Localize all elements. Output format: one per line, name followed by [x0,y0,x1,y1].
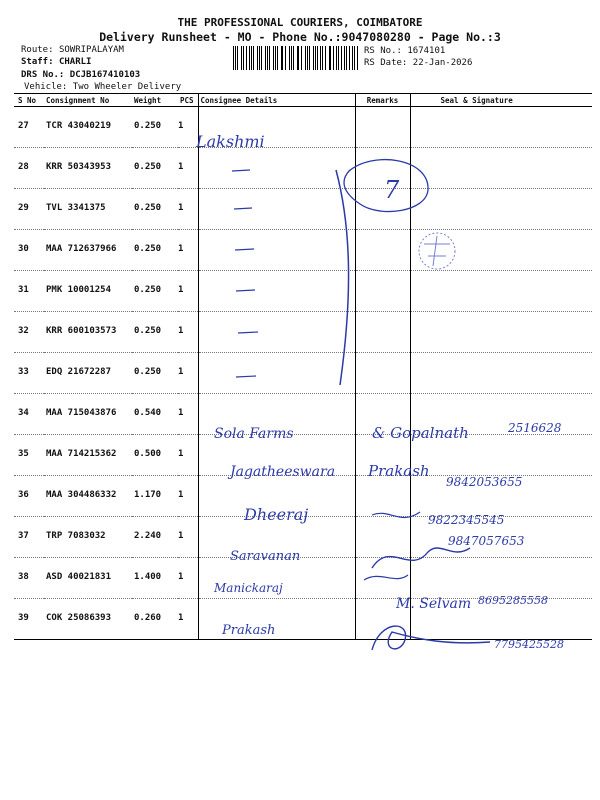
vehicle-label: Vehicle: [24,82,68,92]
cell-sno: 36 [14,476,44,517]
barcode-bar [257,46,258,70]
cell-seal-signature [410,312,592,353]
cell-consignment-no: MAA 715043876 [44,394,132,435]
table-row [14,353,592,394]
cell-consignee [198,517,355,558]
cell-weight: 0.250 [132,353,178,394]
cell-pcs: 1 [178,353,198,394]
barcode-bar [261,46,262,70]
staff-value: CHARLI [58,57,92,67]
cell-remarks [355,599,410,640]
barcode-bar [282,46,283,70]
col-header-remarks: Remarks [355,94,410,107]
cell-consignee [198,394,355,435]
cell-pcs: 1 [178,394,198,435]
col-header-weight: Weight [132,94,178,107]
cell-consignment-no: KRR 50343953 [44,148,132,189]
barcode-bar [241,46,242,70]
cell-seal-signature [410,189,592,230]
cell-weight: 0.250 [132,148,178,189]
circled-seven: 7 [384,176,400,204]
cell-consignee [198,476,355,517]
cell-sno: 29 [14,189,44,230]
cell-sno: 27 [14,107,44,148]
table-header-row [14,94,592,107]
cell-sno: 38 [14,558,44,599]
table-row [14,271,592,312]
cell-remarks [355,312,410,353]
table-row [14,230,592,271]
cell-weight: 1.170 [132,476,178,517]
cell-consignee [198,148,355,189]
drs-value: DCJB167410103 [69,70,141,80]
cell-sno: 30 [14,230,44,271]
phone-37: 9847057653 [448,534,525,548]
cell-weight: 0.540 [132,394,178,435]
cell-sno: 31 [14,271,44,312]
cell-seal-signature [410,107,592,148]
handwritten-name-34: Sola Farms [214,426,294,442]
table-row [14,435,592,476]
handwritten-name-37: Saravanan [230,549,301,564]
cell-weight: 0.250 [132,271,178,312]
cell-weight: 2.240 [132,517,178,558]
cell-consignment-no: KRR 600103573 [44,312,132,353]
table-row [14,189,592,230]
barcode-bar [253,46,254,70]
signature-35: Prakash [368,462,430,480]
runsheet-subtitle: Delivery Runsheet - MO - Phone No.:9047080280 - Page No.:3 [99,30,501,44]
cell-remarks [355,148,410,189]
cell-sno: 37 [14,517,44,558]
cell-consignee [198,353,355,394]
staff-label: Staff: [21,57,54,67]
phone-36: 9822345545 [428,513,505,527]
drs-line [21,70,140,80]
cell-consignment-no: MAA 304486332 [44,476,132,517]
col-header-seal: Seal & Signature [410,94,592,107]
cell-weight: 1.400 [132,558,178,599]
table-row [14,394,592,435]
runsheet-table [14,93,592,640]
barcode-bar [309,46,310,70]
cell-sno: 34 [14,394,44,435]
cell-pcs: 1 [178,148,198,189]
cell-weight: 0.500 [132,435,178,476]
cell-remarks [355,353,410,394]
cell-seal-signature [410,271,592,312]
cell-pcs: 1 [178,189,198,230]
route-line [21,45,124,55]
barcode-bar [277,46,278,70]
cell-seal-signature [410,476,592,517]
rs-no-label: RS No.: [364,46,402,56]
rs-no-value: 1674101 [407,46,446,56]
barcode-bar [336,46,337,70]
table-row [14,107,592,148]
cell-seal-signature [410,394,592,435]
cell-consignment-no: EDQ 21672287 [44,353,132,394]
cell-weight: 0.260 [132,599,178,640]
vehicle-line [24,82,181,92]
table-row [14,517,592,558]
cell-seal-signature [410,517,592,558]
handwritten-name-36: Dheeraj [244,505,309,524]
table-row [14,148,592,189]
route-value: SOWRIPALAYAM [58,45,124,55]
cell-pcs: 1 [178,312,198,353]
cell-pcs: 1 [178,107,198,148]
phone-35: 9842053655 [446,475,523,489]
cell-consignee [198,599,355,640]
cell-remarks [355,230,410,271]
col-header-pcs: PCS [178,94,198,107]
cell-sno: 35 [14,435,44,476]
cell-pcs: 1 [178,599,198,640]
cell-remarks [355,435,410,476]
cell-seal-signature [410,148,592,189]
barcode-bar [269,46,270,70]
handwritten-name-35: Jagatheeswara [230,464,336,480]
cell-pcs: 1 [178,435,198,476]
cell-seal-signature [410,353,592,394]
drs-label: DRS No.: [21,70,65,80]
cell-seal-signature [410,599,592,640]
table-row [14,599,592,640]
cell-remarks [355,476,410,517]
barcode-bar [297,46,298,70]
cell-remarks [355,394,410,435]
table-row [14,312,592,353]
vehicle-value: Two Wheeler Delivery [72,82,182,92]
barcode-bar [344,46,345,70]
phone-39: 7795425528 [494,638,564,651]
cell-consignment-no: ASD 40021831 [44,558,132,599]
cell-consignee [198,271,355,312]
handwritten-name-27: Lakshmi [196,132,265,151]
col-header-consignment: Consignment No [44,94,132,107]
route-label: Route: [21,45,54,55]
staff-line [21,57,91,67]
rs-no-line [364,46,445,56]
cell-pcs: 1 [178,517,198,558]
cell-consignment-no: PMK 10001254 [44,271,132,312]
cell-pcs: 1 [178,230,198,271]
cell-seal-signature [410,230,592,271]
phone-34: 2516628 [508,421,562,435]
cell-remarks [355,189,410,230]
signature-34: & Gopalnath [372,424,469,442]
cell-seal-signature [410,558,592,599]
cell-remarks [355,271,410,312]
rs-date-line [364,58,472,68]
cell-remarks [355,517,410,558]
cell-remarks [355,107,410,148]
cell-pcs: 1 [178,558,198,599]
cell-consignment-no: TRP 7083032 [44,517,132,558]
barcode-bar [329,46,330,70]
phone-38: 8695285558 [478,594,548,607]
col-header-sno: S No [14,94,44,107]
barcode-bar [354,46,355,70]
cell-pcs: 1 [178,476,198,517]
barcode-bar [301,46,302,70]
cell-sno: 33 [14,353,44,394]
cell-seal-signature [410,435,592,476]
col-header-consignee: Consignee Details [198,94,355,107]
barcode-bar [322,46,323,70]
cell-pcs: 1 [178,271,198,312]
handwritten-name-38: Manickaraj [214,581,283,595]
table-row [14,476,592,517]
table-row [14,558,592,599]
cell-weight: 0.250 [132,107,178,148]
cell-consignee [198,558,355,599]
cell-weight: 0.250 [132,230,178,271]
cell-consignee [198,230,355,271]
cell-sno: 39 [14,599,44,640]
cell-consignee [198,107,355,148]
cell-consignment-no: MAA 714215362 [44,435,132,476]
barcode [233,46,360,70]
cell-sno: 28 [14,148,44,189]
barcode-bar [346,46,347,70]
rs-date-value: 22-Jan-2026 [412,58,473,68]
cell-consignee [198,435,355,476]
cell-consignment-no: COK 25086393 [44,599,132,640]
cell-sno: 32 [14,312,44,353]
runsheet-title: THE PROFESSIONAL COURIERS, COIMBATORE [177,16,423,29]
cell-weight: 0.250 [132,189,178,230]
cell-consignment-no: MAA 712637966 [44,230,132,271]
cell-weight: 0.250 [132,312,178,353]
barcode-bar [285,46,286,70]
cell-consignment-no: TCR 43040219 [44,107,132,148]
signature-38: M. Selvam [396,596,472,612]
cell-consignee [198,189,355,230]
cell-consignment-no: TVL 3341375 [44,189,132,230]
handwritten-name-39: Prakash [222,623,276,638]
barcode-bar [313,46,314,70]
barcode-bar [243,46,244,70]
cell-consignee [198,312,355,353]
cell-remarks [355,558,410,599]
barcode-bar [233,46,234,70]
rs-date-label: RS Date: [364,58,408,68]
